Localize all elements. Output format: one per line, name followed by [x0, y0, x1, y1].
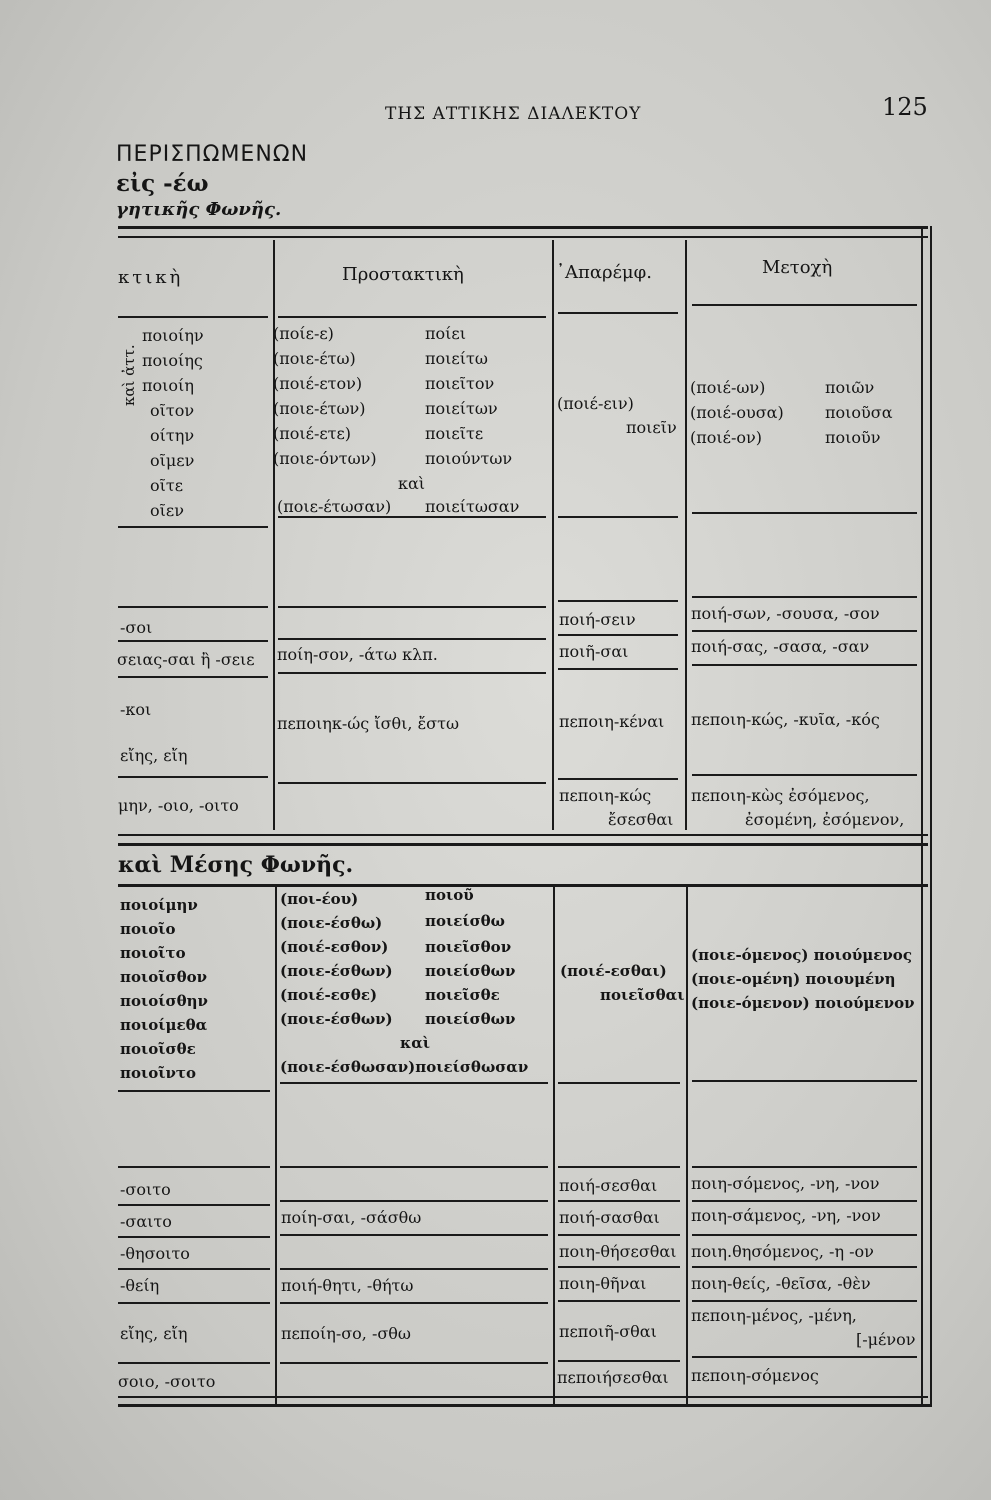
mid-perf-opt: εἴης, εἴη — [120, 1324, 188, 1343]
rule — [692, 1166, 917, 1168]
fut-part: ποιή-σων, -σουσα, -σον — [691, 604, 880, 623]
mid-opt-form: ποιοίμην — [120, 896, 198, 914]
mid-perf-imp: πεποίη-σο, -σθω — [281, 1324, 411, 1343]
mid-part: (ποιε-όμενος) ποιούμενος — [691, 946, 912, 964]
opt-form: οῖμεν — [150, 451, 195, 470]
rule — [558, 600, 678, 602]
mid-imp-contr: ποιείσθων — [425, 962, 516, 980]
imp-open: (ποιέ-ετον) — [273, 374, 363, 393]
perf-part: πεποιη-κώς, -κυῖα, -κός — [691, 710, 880, 729]
mid-aor-imp: ποίη-σαι, -σάσθω — [281, 1208, 422, 1227]
opt-form: οίτην — [150, 426, 195, 445]
mid-aor-part: ποιη-σάμενος, -νη, -νον — [691, 1206, 881, 1225]
opt-form: οῖτον — [150, 401, 195, 420]
right-border-2 — [930, 226, 932, 1406]
mid-aorpass-inf: ποιη-θῆναι — [559, 1274, 647, 1293]
rule — [692, 512, 917, 514]
rule — [118, 1268, 270, 1270]
title-perispomenon: ΠΕΡΙΣΠΩΜΕΝΩΝ — [116, 142, 309, 167]
part-contr: ποιοῦν — [825, 428, 881, 447]
mid-futperf-inf: πεποιήσεσθαι — [557, 1368, 669, 1387]
rule — [118, 526, 268, 528]
mid-opt-form: ποιοῖσθον — [120, 968, 207, 986]
rule — [692, 1234, 917, 1236]
mid-imp-open: (ποιέ-εσθον) — [280, 938, 389, 956]
futperf-part: πεποιη-κὼς ἐσόμενος, — [691, 786, 870, 805]
side-label: καὶ ἀττ. — [120, 344, 138, 406]
mid-imp-open: (ποιε-έσθω) — [280, 914, 383, 932]
rule — [118, 884, 928, 887]
mid-imp-last: (ποιε-έσθωσαν)ποιείσθωσαν — [280, 1058, 529, 1076]
rule — [278, 606, 546, 608]
rule — [692, 630, 917, 632]
mid-inf-contr: ποιεῖσθαι — [600, 986, 685, 1004]
imp-open: (ποιέ-ετε) — [273, 424, 352, 443]
rule — [558, 1234, 680, 1236]
rule — [558, 634, 678, 636]
futperf-inf-2: ἔσεσθαι — [608, 810, 674, 829]
rule — [118, 1362, 270, 1364]
rule — [118, 1302, 270, 1304]
mid-aor-opt: -σαιτο — [120, 1212, 172, 1231]
imp-open: (ποίε-ε) — [273, 324, 334, 343]
rule — [280, 1166, 548, 1168]
imp-contr: ποιείτων — [425, 399, 498, 418]
mid-fut-part: ποιη-σόμενος, -νη, -νον — [691, 1174, 880, 1193]
rule — [118, 1166, 270, 1168]
rule — [118, 606, 268, 608]
mid-fut-inf: ποιή-σεσθαι — [559, 1176, 658, 1195]
rule — [278, 782, 546, 784]
running-title: ΤΗΣ ΑΤΤΙΚΗΣ ΔΙΑΛΕΚΤΟΥ — [385, 104, 642, 124]
col-divider-3-mid — [686, 886, 688, 1406]
kai: καὶ — [398, 474, 426, 493]
imp-contr: ποιεῖτε — [425, 424, 484, 443]
col-divider-2 — [552, 240, 554, 830]
mid-perf-part: πεποιη-μένος, -μένη, — [691, 1306, 857, 1325]
aor-inf: ποιῆ-σαι — [559, 642, 629, 661]
rule — [118, 843, 928, 846]
mid-imp-open: (ποι-έου) — [280, 890, 359, 908]
opt-form: ποιοίη — [142, 376, 194, 395]
mid-perf-part-2: [-μένον — [856, 1330, 916, 1349]
mid-futpass-part: ποιη.θησόμενος, -η -ον — [691, 1242, 874, 1261]
imp-contr: ποιείτω — [425, 349, 488, 368]
rule — [692, 1266, 917, 1268]
mid-aorpass-part: ποιη-θείς, -θεῖσα, -θὲν — [691, 1274, 871, 1293]
rule — [118, 1204, 270, 1206]
mid-fut-opt: -σοιτο — [120, 1180, 171, 1199]
rule — [558, 668, 678, 670]
futperf-opt: μην, -οιο, -οιτο — [118, 796, 239, 815]
rule — [558, 516, 678, 518]
rule — [280, 1234, 548, 1236]
rule — [280, 1082, 548, 1084]
imp-contr: ποίει — [425, 324, 466, 343]
mid-aor-inf: ποιή-σασθαι — [559, 1208, 660, 1227]
inf-contr: ποιεῖν — [626, 418, 677, 437]
imp-contr: ποιείτωσαν — [425, 497, 520, 516]
perf-opt: -κοι — [120, 700, 152, 719]
title-voice: γητικῆς Φωνῆς. — [116, 199, 282, 220]
rule — [692, 1200, 917, 1202]
bottom-rule — [118, 1396, 928, 1398]
opt-form: οῖεν — [150, 501, 184, 520]
rule — [278, 672, 546, 674]
page-number: 125 — [882, 93, 928, 121]
mid-part: (ποιε-ομένη) ποιουμένη — [691, 970, 896, 988]
mid-imp-open: (ποιε-έσθων) — [280, 1010, 393, 1028]
title-ending: εἰς -έω — [116, 170, 209, 197]
imp-open: (ποιε-έτω) — [273, 349, 356, 368]
rule — [692, 1080, 917, 1082]
mid-kai: καὶ — [400, 1034, 431, 1052]
aor-opt: σειας-σαι ἢ -σειε — [117, 650, 255, 669]
mid-aorpass-imp: ποιή-θητι, -θήτω — [281, 1276, 414, 1295]
rule — [280, 1200, 548, 1202]
opt-form: ποιοίης — [142, 351, 203, 370]
mid-opt-form: ποιοῖτο — [120, 944, 186, 962]
mid-opt-form: ποιοίσθην — [120, 992, 208, 1010]
rule — [692, 304, 917, 306]
mid-imp-contr: ποιεῖσθε — [425, 986, 500, 1004]
rule — [558, 1200, 680, 1202]
col-header-optative: κτικὴ — [118, 267, 184, 288]
mid-futpass-opt: -θησοιτο — [120, 1244, 190, 1263]
rule — [118, 1090, 270, 1092]
perf-opt-2: εἴης, εἴη — [120, 746, 188, 765]
rule — [692, 1356, 917, 1358]
rule — [118, 834, 928, 836]
part-open: (ποιέ-ων) — [690, 378, 766, 397]
mid-imp-contr: ποιεῖσθον — [425, 938, 512, 956]
perf-inf: πεποιη-κέναι — [559, 712, 665, 731]
mid-imp-contr: ποιοῦ — [425, 886, 474, 904]
rule — [118, 316, 268, 318]
col-divider-2-mid — [553, 886, 555, 1406]
top-rule-2 — [118, 236, 928, 238]
rule — [278, 638, 546, 640]
rule — [558, 312, 678, 314]
mid-imp-contr: ποιείσθων — [425, 1010, 516, 1028]
rule — [558, 778, 678, 780]
imp-contr: ποιεῖτον — [425, 374, 495, 393]
col-header-infinitive: ᾿Απαρέμφ. — [556, 262, 652, 283]
mid-opt-form: ποιοῖσθε — [120, 1040, 196, 1058]
inf-open: (ποιέ-ειν) — [557, 394, 634, 413]
mid-opt-form: ποιοῖντο — [120, 1064, 197, 1082]
part-open: (ποιέ-ουσα) — [690, 403, 784, 422]
rule — [558, 1166, 680, 1168]
imp-open: (ποιε-έτων) — [273, 399, 366, 418]
imp-open: (ποιε-όντων) — [273, 449, 377, 468]
bottom-rule-2 — [118, 1404, 932, 1407]
part-contr: ποιοῦσα — [825, 403, 893, 422]
mid-imp-open: (ποιε-έσθων) — [280, 962, 393, 980]
mid-futperf-opt: σοιο, -σοιτο — [118, 1372, 216, 1391]
col-divider-3 — [685, 240, 687, 830]
rule — [118, 776, 268, 778]
mid-perf-inf: πεποιῆ-σθαι — [559, 1322, 657, 1341]
rule — [692, 664, 917, 666]
rule — [558, 1266, 680, 1268]
rule — [558, 1082, 680, 1084]
rule — [692, 774, 917, 776]
mid-aorpass-opt: -θείη — [120, 1276, 160, 1295]
right-border — [921, 226, 923, 1406]
imp-open: (ποιε-έτωσαν) — [277, 497, 392, 516]
rule — [692, 1300, 917, 1302]
rule — [118, 640, 268, 642]
rule — [280, 1302, 548, 1304]
mid-futpass-inf: ποιη-θήσεσθαι — [559, 1242, 677, 1261]
part-open: (ποιέ-ον) — [690, 428, 762, 447]
rule — [280, 1362, 548, 1364]
rule — [118, 676, 268, 678]
col-header-imperative: Προστακτικὴ — [342, 264, 464, 285]
aor-part: ποιή-σας, -σασα, -σαν — [691, 637, 870, 656]
mid-imp-contr: ποιείσθω — [425, 912, 505, 930]
rule — [280, 1268, 548, 1270]
mid-opt-form: ποιοίμεθα — [120, 1016, 208, 1034]
aor-imp: ποίη-σον, -άτω κλπ. — [277, 645, 438, 664]
col-header-participle: Μετοχὴ — [762, 257, 833, 278]
opt-form: ποιοίην — [142, 326, 204, 345]
part-contr: ποιῶν — [825, 378, 875, 397]
rule — [692, 596, 917, 598]
rule — [278, 516, 546, 518]
mid-opt-form: ποιοῖο — [120, 920, 176, 938]
top-rule — [118, 226, 928, 229]
opt-form: οῖτε — [150, 476, 184, 495]
imp-contr: ποιούντων — [425, 449, 513, 468]
futperf-part-2: ἐσομένη, ἐσόμενον, — [745, 810, 905, 829]
rule — [558, 1300, 680, 1302]
fut-inf: ποιή-σειν — [559, 610, 636, 629]
perf-imp: πεποιηκ-ώς ἴσθι, ἔστω — [277, 714, 459, 733]
mid-inf-open: (ποιέ-εσθαι) — [560, 962, 667, 980]
rule — [558, 1360, 680, 1362]
futperf-inf: πεποιη-κώς — [559, 786, 652, 805]
mid-imp-open: (ποιέ-εσθε) — [280, 986, 378, 1004]
mid-part: (ποιε-όμενον) ποιούμενον — [691, 994, 915, 1012]
rule — [278, 316, 546, 318]
mid-futperf-part: πεποιη-σόμενος — [691, 1366, 819, 1385]
rule — [118, 1236, 270, 1238]
fut-opt: -σοι — [120, 618, 153, 637]
middle-voice-title: καὶ Μέσης Φωνῆς. — [118, 852, 354, 878]
col-divider-1-mid — [275, 886, 277, 1406]
